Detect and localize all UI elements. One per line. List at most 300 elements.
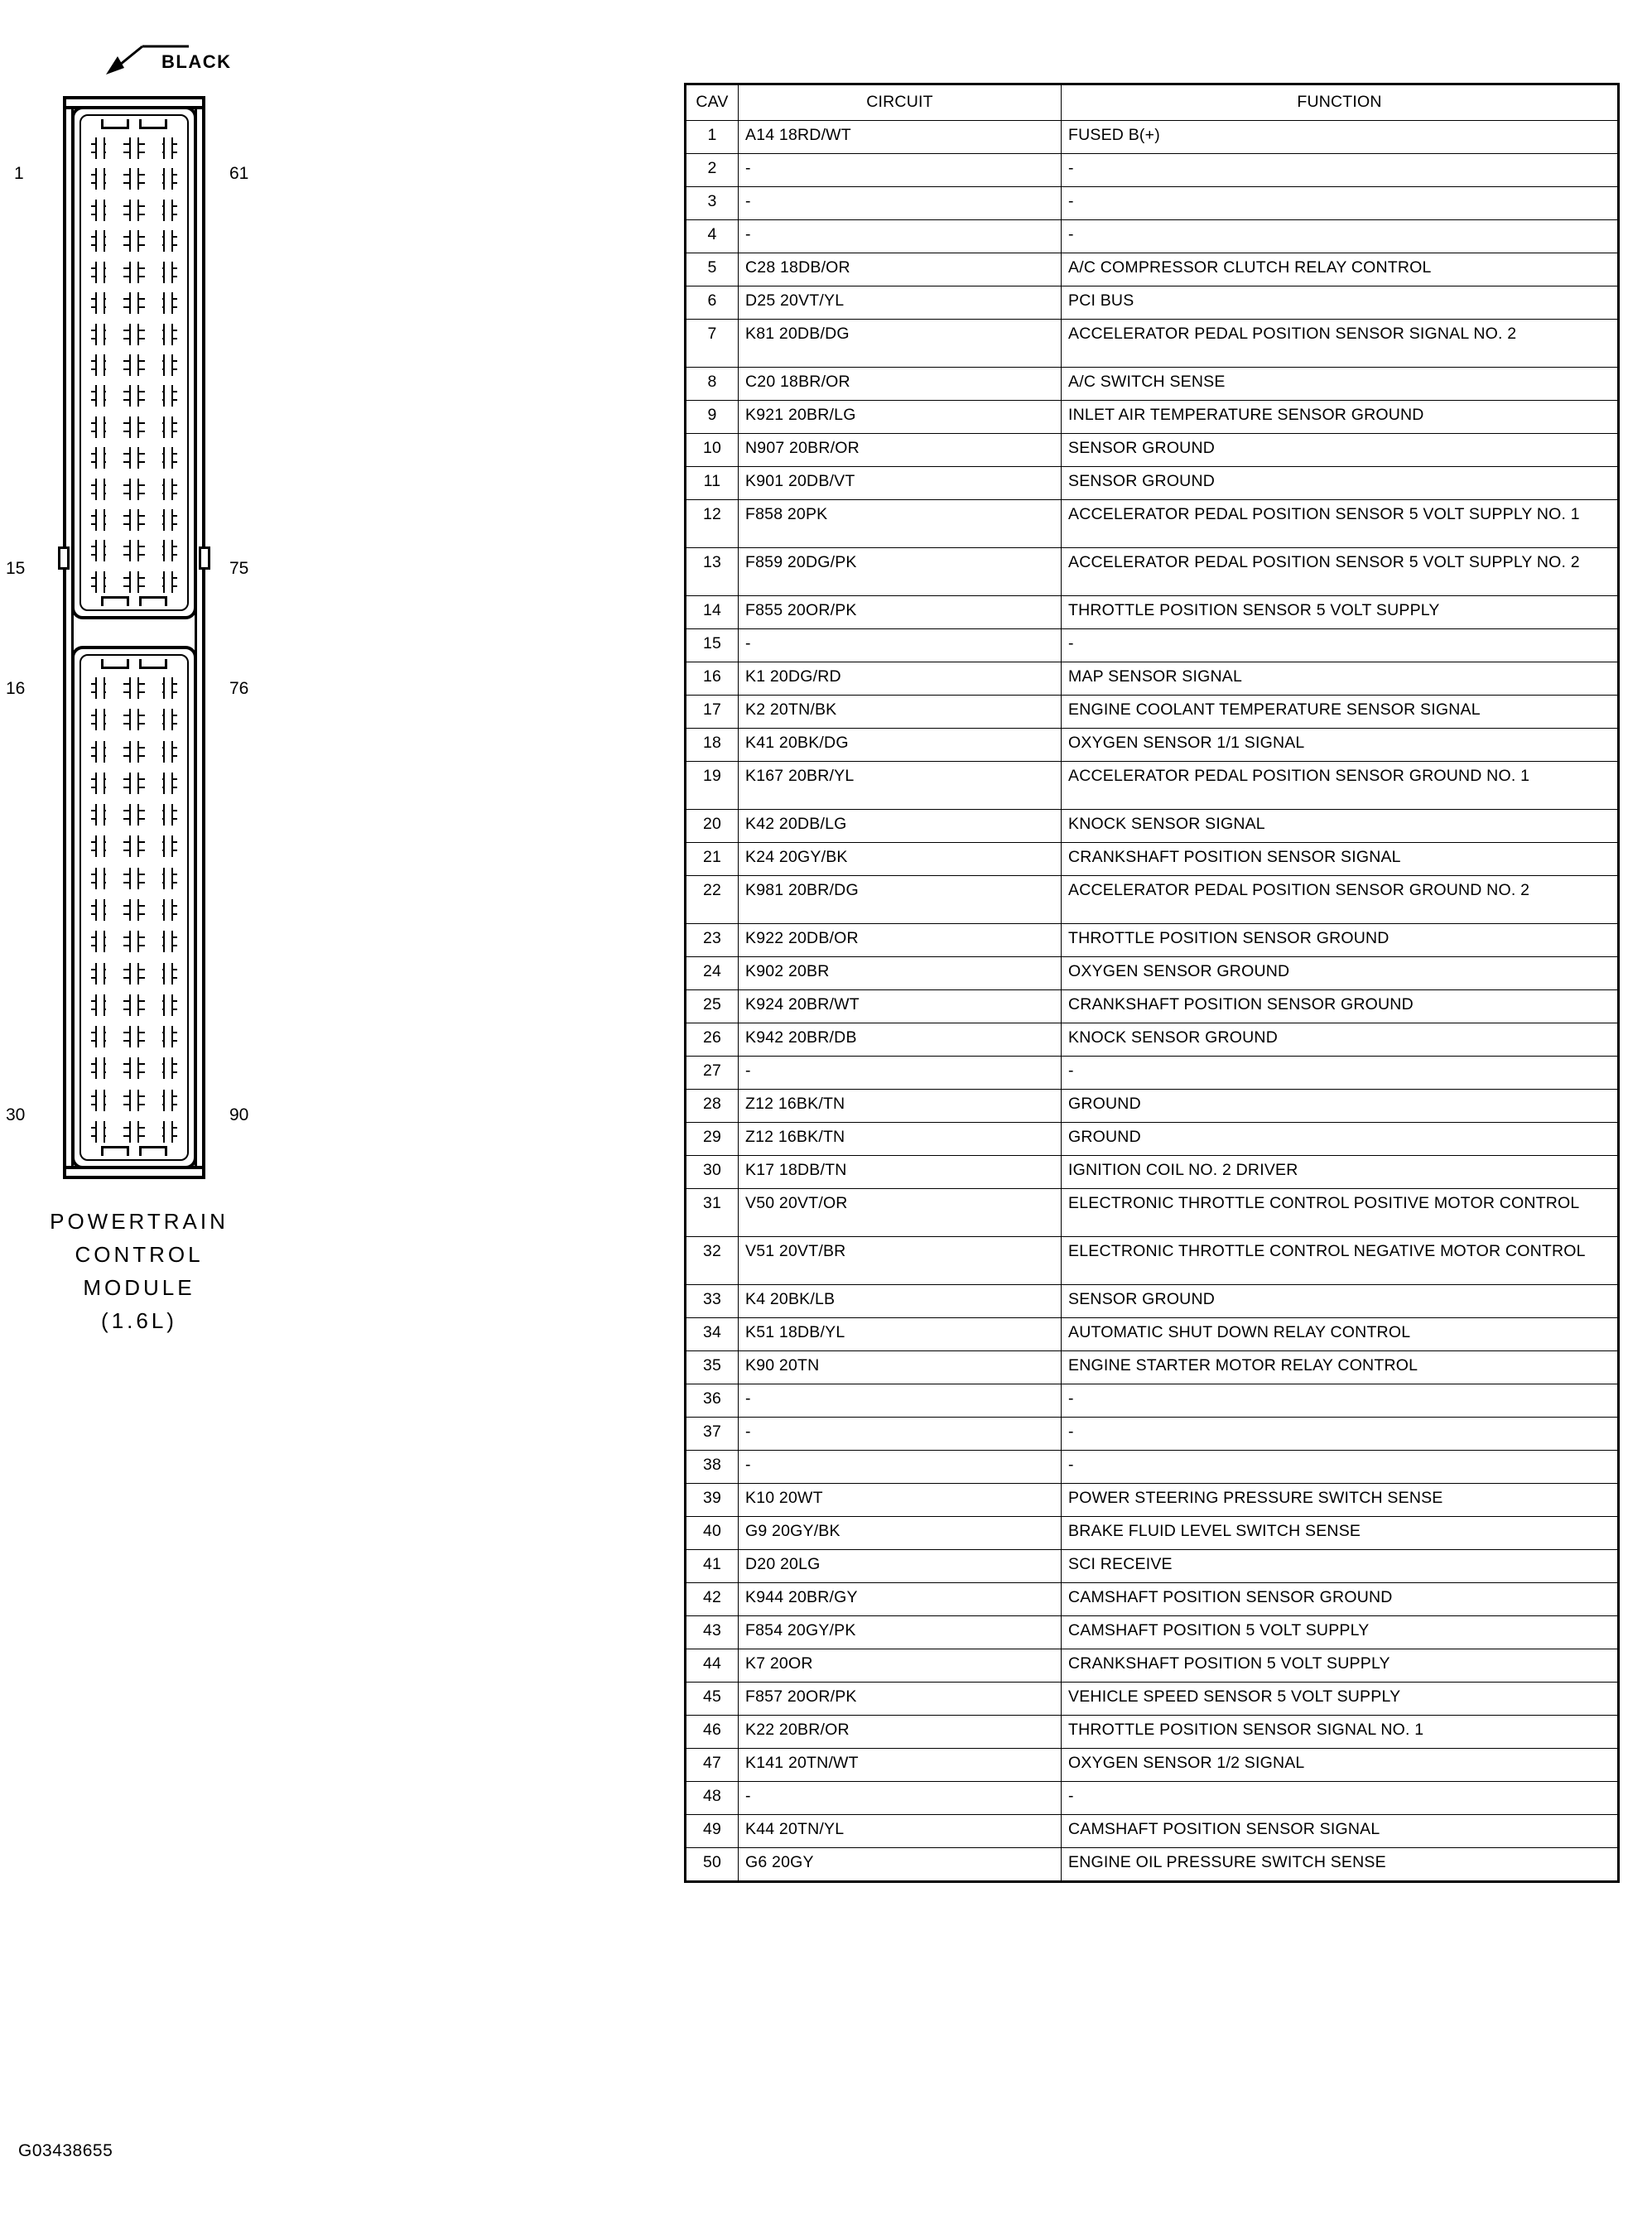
cell-circuit: K1 20DG/RD — [739, 662, 1062, 696]
connector-color-label: BLACK — [161, 51, 232, 72]
cell-circuit: D20 20LG — [739, 1550, 1062, 1583]
cell-cav: 45 — [686, 1683, 739, 1716]
cell-circuit: K944 20BR/GY — [739, 1583, 1062, 1616]
cavity-pin — [157, 230, 179, 252]
cavity-pin — [89, 1090, 111, 1111]
cell-circuit: F854 20GY/PK — [739, 1616, 1062, 1649]
cell-cav: 33 — [686, 1285, 739, 1318]
cell-circuit: K51 18DB/YL — [739, 1318, 1062, 1351]
cavity-pin — [123, 137, 145, 159]
cavity-pin — [123, 709, 145, 730]
table-row — [686, 1550, 1619, 1583]
cell-function: CRANKSHAFT POSITION SENSOR GROUND — [1062, 990, 1619, 1023]
module-caption-line-3: MODULE — [83, 1275, 195, 1300]
cell-circuit: K167 20BR/YL — [739, 762, 1062, 810]
cell-circuit: N907 20BR/OR — [739, 434, 1062, 467]
lower-cavity-grid — [89, 677, 179, 1143]
notch — [139, 119, 167, 129]
table-row — [686, 1583, 1619, 1616]
cell-function: - — [1062, 220, 1619, 253]
cavity-row — [89, 571, 179, 593]
pinout-table-body — [686, 121, 1619, 1882]
cavity-pin — [123, 324, 145, 345]
cell-circuit: - — [739, 1057, 1062, 1090]
cell-cav: 22 — [686, 876, 739, 924]
cavity-row — [89, 741, 179, 763]
cell-cav: 8 — [686, 368, 739, 401]
cavity-pin — [123, 479, 145, 500]
cavity-pin — [89, 137, 111, 159]
table-row — [686, 1716, 1619, 1749]
cavity-pin — [89, 509, 111, 531]
cell-function: SCI RECEIVE — [1062, 1550, 1619, 1583]
cell-function: - — [1062, 629, 1619, 662]
connector-latch-tab-right — [199, 546, 210, 570]
cell-function: ENGINE STARTER MOTOR RELAY CONTROL — [1062, 1351, 1619, 1384]
cell-cav: 41 — [686, 1550, 739, 1583]
notch — [139, 596, 167, 606]
cavity-row — [89, 416, 179, 438]
table-row — [686, 1057, 1619, 1090]
cell-function: ENGINE COOLANT TEMPERATURE SENSOR SIGNAL — [1062, 696, 1619, 729]
table-row — [686, 1023, 1619, 1057]
cavity-pin — [157, 540, 179, 561]
cell-circuit: F859 20DG/PK — [739, 548, 1062, 596]
cavity-row — [89, 447, 179, 469]
cell-cav: 47 — [686, 1749, 739, 1782]
cavity-pin — [123, 677, 145, 699]
cell-function: KNOCK SENSOR GROUND — [1062, 1023, 1619, 1057]
cell-circuit: Z12 16BK/TN — [739, 1123, 1062, 1156]
cavity-pin — [89, 354, 111, 376]
cell-cav: 17 — [686, 696, 739, 729]
cavity-row — [89, 354, 179, 376]
cell-cav: 3 — [686, 187, 739, 220]
table-row — [686, 1156, 1619, 1189]
column-header-cav: CAV — [686, 84, 739, 121]
cell-function: KNOCK SENSOR SIGNAL — [1062, 810, 1619, 843]
cavity-row — [89, 262, 179, 283]
cell-cav: 29 — [686, 1123, 739, 1156]
cavity-pin — [123, 1090, 145, 1111]
cell-function: VEHICLE SPEED SENSOR 5 VOLT SUPPLY — [1062, 1683, 1619, 1716]
pin-number-upper-top-left: 1 — [14, 164, 24, 183]
cell-cav: 20 — [686, 810, 739, 843]
cell-cav: 1 — [686, 121, 739, 154]
notch — [101, 659, 129, 669]
cell-function: CAMSHAFT POSITION SENSOR SIGNAL — [1062, 1815, 1619, 1848]
cavity-pin — [123, 509, 145, 531]
cavity-pin — [157, 509, 179, 531]
table-row — [686, 810, 1619, 843]
table-row — [686, 220, 1619, 253]
table-row — [686, 596, 1619, 629]
connector-latch-tab-left — [58, 546, 70, 570]
cavity-pin — [89, 230, 111, 252]
table-row — [686, 1123, 1619, 1156]
cavity-pin — [123, 416, 145, 438]
cell-cav: 42 — [686, 1583, 739, 1616]
cell-cav: 7 — [686, 320, 739, 368]
table-row — [686, 990, 1619, 1023]
cell-function: POWER STEERING PRESSURE SWITCH SENSE — [1062, 1484, 1619, 1517]
table-row — [686, 368, 1619, 401]
cell-function: - — [1062, 154, 1619, 187]
cavity-pin — [157, 835, 179, 857]
cell-cav: 9 — [686, 401, 739, 434]
table-row — [686, 957, 1619, 990]
cell-cav: 38 — [686, 1451, 739, 1484]
cavity-row — [89, 200, 179, 221]
cell-function: A/C COMPRESSOR CLUTCH RELAY CONTROL — [1062, 253, 1619, 286]
cavity-pin — [123, 931, 145, 952]
table-row — [686, 843, 1619, 876]
pin-number-lower-bottom-left: 30 — [6, 1105, 26, 1124]
cell-function: - — [1062, 187, 1619, 220]
cell-cav: 16 — [686, 662, 739, 696]
cell-circuit: F855 20OR/PK — [739, 596, 1062, 629]
cell-cav: 46 — [686, 1716, 739, 1749]
cavity-pin — [89, 479, 111, 500]
cell-circuit: K10 20WT — [739, 1484, 1062, 1517]
cell-circuit: G9 20GY/BK — [739, 1517, 1062, 1550]
cell-circuit: - — [739, 1451, 1062, 1484]
cell-cav: 4 — [686, 220, 739, 253]
connector-upper-block — [71, 106, 197, 619]
cell-circuit: K42 20DB/LG — [739, 810, 1062, 843]
cell-function: SENSOR GROUND — [1062, 434, 1619, 467]
table-row — [686, 187, 1619, 220]
cell-circuit: A14 18RD/WT — [739, 121, 1062, 154]
cavity-pin — [89, 835, 111, 857]
cavity-pin — [157, 994, 179, 1016]
cell-function: IGNITION COIL NO. 2 DRIVER — [1062, 1156, 1619, 1189]
cavity-pin — [157, 963, 179, 985]
cavity-row — [89, 773, 179, 794]
cavity-pin — [157, 1026, 179, 1047]
table-row — [686, 320, 1619, 368]
upper-block-top-notches — [96, 119, 172, 129]
cavity-pin — [157, 1057, 179, 1079]
cavity-row — [89, 385, 179, 407]
cell-cav: 25 — [686, 990, 739, 1023]
table-row — [686, 1848, 1619, 1882]
cavity-pin — [89, 324, 111, 345]
cell-function: FUSED B(+) — [1062, 121, 1619, 154]
column-header-circuit: CIRCUIT — [739, 84, 1062, 121]
cavity-pin — [157, 804, 179, 826]
cavity-pin — [123, 1057, 145, 1079]
cell-cav: 15 — [686, 629, 739, 662]
cell-cav: 36 — [686, 1384, 739, 1418]
cell-circuit: K44 20TN/YL — [739, 1815, 1062, 1848]
cell-cav: 18 — [686, 729, 739, 762]
cell-function: PCI BUS — [1062, 286, 1619, 320]
cavity-row — [89, 804, 179, 826]
cell-circuit: K2 20TN/BK — [739, 696, 1062, 729]
cell-cav: 39 — [686, 1484, 739, 1517]
cell-function: GROUND — [1062, 1090, 1619, 1123]
pin-number-lower-bottom-right: 90 — [229, 1105, 249, 1124]
cavity-pin — [89, 677, 111, 699]
table-row — [686, 434, 1619, 467]
table-row — [686, 401, 1619, 434]
module-caption-line-2: CONTROL — [75, 1242, 204, 1267]
notch — [139, 1146, 167, 1156]
table-row — [686, 1384, 1619, 1418]
cell-function: CAMSHAFT POSITION 5 VOLT SUPPLY — [1062, 1616, 1619, 1649]
cavity-pin — [89, 1121, 111, 1143]
cavity-pin — [89, 931, 111, 952]
cavity-row — [89, 540, 179, 561]
cell-circuit: K81 20DB/DG — [739, 320, 1062, 368]
cavity-pin — [123, 354, 145, 376]
pin-number-lower-top-right: 76 — [229, 679, 249, 698]
connector-body — [6, 99, 249, 1176]
cavity-row — [89, 292, 179, 314]
cell-circuit: K922 20DB/OR — [739, 924, 1062, 957]
cavity-pin — [157, 168, 179, 190]
cell-function: ACCELERATOR PEDAL POSITION SENSOR 5 VOLT SUPPLY NO. 1 — [1062, 500, 1619, 548]
cavity-row — [89, 230, 179, 252]
upper-block-bottom-notches — [96, 596, 172, 606]
cavity-row — [89, 835, 179, 857]
table-row — [686, 1649, 1619, 1683]
cell-cav: 11 — [686, 467, 739, 500]
cell-cav: 12 — [686, 500, 739, 548]
table-row — [686, 1418, 1619, 1451]
cell-cav: 28 — [686, 1090, 739, 1123]
cavity-pin — [123, 200, 145, 221]
table-row — [686, 662, 1619, 696]
cell-cav: 10 — [686, 434, 739, 467]
cell-circuit: K22 20BR/OR — [739, 1716, 1062, 1749]
cell-function: ACCELERATOR PEDAL POSITION SENSOR SIGNAL NO. 2 — [1062, 320, 1619, 368]
cell-circuit: C28 18DB/OR — [739, 253, 1062, 286]
cell-circuit: K901 20DB/VT — [739, 467, 1062, 500]
table-row — [686, 253, 1619, 286]
table-row — [686, 1090, 1619, 1123]
cell-cav: 50 — [686, 1848, 739, 1882]
cell-function: - — [1062, 1418, 1619, 1451]
cavity-pin — [157, 1090, 179, 1111]
cell-circuit: - — [739, 220, 1062, 253]
pin-number-upper-top-right: 61 — [229, 164, 249, 183]
cell-function: - — [1062, 1782, 1619, 1815]
cavity-pin — [123, 899, 145, 921]
cell-cav: 48 — [686, 1782, 739, 1815]
column-header-function: FUNCTION — [1062, 84, 1619, 121]
cell-function: SENSOR GROUND — [1062, 1285, 1619, 1318]
cavity-pin — [123, 262, 145, 283]
cell-circuit: V51 20VT/BR — [739, 1237, 1062, 1285]
connector-shell-left-rail — [63, 99, 66, 1176]
table-row — [686, 286, 1619, 320]
cavity-pin — [157, 324, 179, 345]
cell-circuit: - — [739, 629, 1062, 662]
cell-circuit: F858 20PK — [739, 500, 1062, 548]
cell-function: THROTTLE POSITION SENSOR SIGNAL NO. 1 — [1062, 1716, 1619, 1749]
cavity-pin — [89, 741, 111, 763]
cavity-pin — [123, 963, 145, 985]
connector-illustration — [0, 0, 389, 2229]
table-row — [686, 1318, 1619, 1351]
table-row — [686, 1616, 1619, 1649]
cell-cav: 6 — [686, 286, 739, 320]
cavity-row — [89, 509, 179, 531]
cell-function: THROTTLE POSITION SENSOR 5 VOLT SUPPLY — [1062, 596, 1619, 629]
cavity-pin — [89, 292, 111, 314]
cavity-pin — [157, 354, 179, 376]
cell-function: ENGINE OIL PRESSURE SWITCH SENSE — [1062, 1848, 1619, 1882]
cell-circuit: F857 20OR/PK — [739, 1683, 1062, 1716]
cavity-pin — [123, 994, 145, 1016]
cell-cav: 27 — [686, 1057, 739, 1090]
cell-cav: 35 — [686, 1351, 739, 1384]
table-row — [686, 1683, 1619, 1716]
cavity-pin — [123, 804, 145, 826]
cavity-pin — [157, 385, 179, 407]
connector-upper-block-inner — [79, 114, 189, 611]
cell-cav: 5 — [686, 253, 739, 286]
cavity-pin — [89, 994, 111, 1016]
cavity-pin — [89, 1057, 111, 1079]
cavity-pin — [123, 1121, 145, 1143]
cell-cav: 30 — [686, 1156, 739, 1189]
cell-cav: 31 — [686, 1189, 739, 1237]
cavity-row — [89, 963, 179, 985]
table-row — [686, 876, 1619, 924]
cell-function: - — [1062, 1057, 1619, 1090]
cell-function: ELECTRONIC THROTTLE CONTROL POSITIVE MOTOR CONTROL — [1062, 1189, 1619, 1237]
cell-circuit: G6 20GY — [739, 1848, 1062, 1882]
pinout-table-container — [684, 83, 1617, 1883]
cell-function: INLET AIR TEMPERATURE SENSOR GROUND — [1062, 401, 1619, 434]
cavity-pin — [89, 168, 111, 190]
cell-cav: 34 — [686, 1318, 739, 1351]
cell-circuit: K942 20BR/DB — [739, 1023, 1062, 1057]
table-row — [686, 762, 1619, 810]
cell-function: CRANKSHAFT POSITION 5 VOLT SUPPLY — [1062, 1649, 1619, 1683]
cavity-pin — [157, 709, 179, 730]
cavity-pin — [157, 416, 179, 438]
cavity-pin — [89, 773, 111, 794]
cell-function: OXYGEN SENSOR 1/2 SIGNAL — [1062, 1749, 1619, 1782]
figure-id-label: G03438655 — [18, 2141, 113, 2160]
cell-function: ACCELERATOR PEDAL POSITION SENSOR GROUND NO. 1 — [1062, 762, 1619, 810]
cavity-pin — [157, 899, 179, 921]
table-row — [686, 1237, 1619, 1285]
cell-circuit: - — [739, 154, 1062, 187]
pinout-table — [684, 83, 1620, 1883]
cell-function: A/C SWITCH SENSE — [1062, 368, 1619, 401]
cell-circuit: K924 20BR/WT — [739, 990, 1062, 1023]
cell-circuit: V50 20VT/OR — [739, 1189, 1062, 1237]
cell-cav: 44 — [686, 1649, 739, 1683]
cell-circuit: C20 18BR/OR — [739, 368, 1062, 401]
notch — [101, 119, 129, 129]
cell-cav: 26 — [686, 1023, 739, 1057]
cell-circuit: K41 20BK/DG — [739, 729, 1062, 762]
cavity-row — [89, 1121, 179, 1143]
cavity-row — [89, 1090, 179, 1111]
cell-cav: 40 — [686, 1517, 739, 1550]
cavity-pin — [89, 540, 111, 561]
cavity-row — [89, 1057, 179, 1079]
table-row — [686, 1285, 1619, 1318]
cavity-pin — [123, 230, 145, 252]
cell-function: ACCELERATOR PEDAL POSITION SENSOR GROUND NO. 2 — [1062, 876, 1619, 924]
cell-circuit: K141 20TN/WT — [739, 1749, 1062, 1782]
table-row — [686, 629, 1619, 662]
cell-function: CRANKSHAFT POSITION SENSOR SIGNAL — [1062, 843, 1619, 876]
cavity-pin — [157, 292, 179, 314]
cavity-pin — [89, 709, 111, 730]
cell-circuit: K90 20TN — [739, 1351, 1062, 1384]
module-caption — [31, 1205, 247, 1337]
cavity-row — [89, 994, 179, 1016]
cavity-pin — [157, 741, 179, 763]
cell-cav: 2 — [686, 154, 739, 187]
cell-cav: 43 — [686, 1616, 739, 1649]
cell-function: OXYGEN SENSOR 1/1 SIGNAL — [1062, 729, 1619, 762]
cavity-pin — [157, 571, 179, 593]
cell-function: GROUND — [1062, 1123, 1619, 1156]
cell-function: OXYGEN SENSOR GROUND — [1062, 957, 1619, 990]
cell-cav: 24 — [686, 957, 739, 990]
cell-cav: 49 — [686, 1815, 739, 1848]
cell-circuit: K24 20GY/BK — [739, 843, 1062, 876]
cell-function: CAMSHAFT POSITION SENSOR GROUND — [1062, 1583, 1619, 1616]
cavity-pin — [123, 868, 145, 889]
cell-function: THROTTLE POSITION SENSOR GROUND — [1062, 924, 1619, 957]
cavity-row — [89, 479, 179, 500]
cavity-row — [89, 931, 179, 952]
cell-function: - — [1062, 1451, 1619, 1484]
pin-number-upper-bottom-right: 75 — [229, 559, 249, 578]
table-row — [686, 154, 1619, 187]
cavity-pin — [157, 200, 179, 221]
cell-cav: 19 — [686, 762, 739, 810]
cell-circuit: K981 20BR/DG — [739, 876, 1062, 924]
table-row — [686, 924, 1619, 957]
table-row — [686, 121, 1619, 154]
cell-cav: 13 — [686, 548, 739, 596]
table-row — [686, 1815, 1619, 1848]
cell-function: BRAKE FLUID LEVEL SWITCH SENSE — [1062, 1517, 1619, 1550]
connector-shell-right-rail — [202, 99, 205, 1176]
module-caption-line-1: POWERTRAIN — [50, 1209, 229, 1234]
cavity-pin — [89, 200, 111, 221]
cavity-pin — [123, 292, 145, 314]
cell-function: AUTOMATIC SHUT DOWN RELAY CONTROL — [1062, 1318, 1619, 1351]
notch — [101, 596, 129, 606]
cell-circuit: K921 20BR/LG — [739, 401, 1062, 434]
cell-circuit: K902 20BR — [739, 957, 1062, 990]
cavity-pin — [157, 137, 179, 159]
table-row — [686, 548, 1619, 596]
upper-cavity-grid — [89, 137, 179, 593]
cavity-pin — [157, 677, 179, 699]
cavity-pin — [89, 963, 111, 985]
table-row — [686, 500, 1619, 548]
cavity-pin — [123, 447, 145, 469]
table-row — [686, 1749, 1619, 1782]
notch — [139, 659, 167, 669]
cell-function: - — [1062, 1384, 1619, 1418]
cavity-pin — [89, 385, 111, 407]
cavity-pin — [89, 447, 111, 469]
